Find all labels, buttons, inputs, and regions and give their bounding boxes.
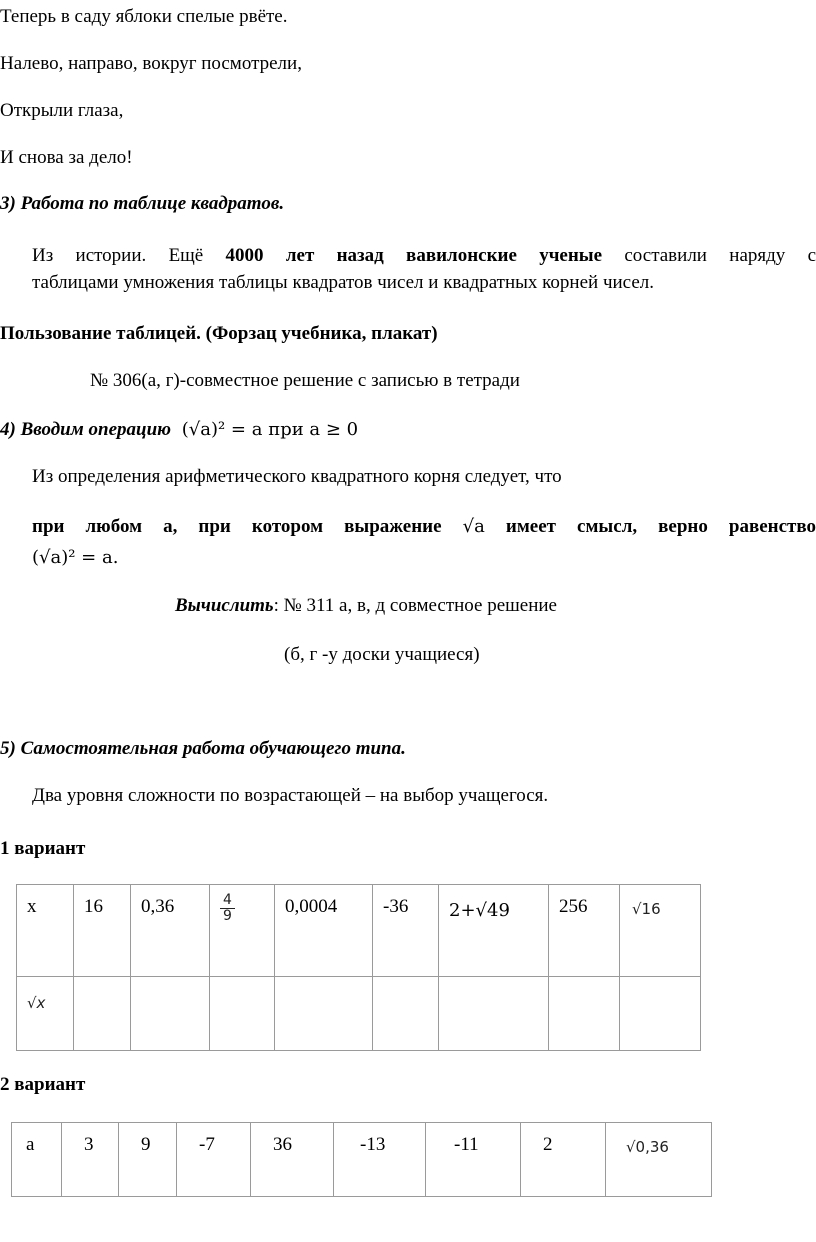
rule-text-b: имеет смысл, верно равенство (505, 516, 816, 537)
section4-heading: 4) Вводим операцию (0, 419, 171, 440)
variant1-value: √16 (632, 900, 661, 918)
variant1-cell (74, 885, 131, 977)
variant1-cell (131, 885, 210, 977)
rule-sqrt: √a (462, 516, 485, 537)
task-306: № 306(а, г)-совместное решение с записью в тетради (90, 370, 520, 391)
variant1-cell (549, 885, 620, 977)
section4-heading-line (0, 418, 358, 442)
variant2-cell (119, 1123, 177, 1197)
variant2-value: -13 (360, 1134, 386, 1155)
variant1-cell (373, 885, 439, 977)
definition-text: Из определения арифметического квадратного корня следует, что (32, 466, 562, 487)
variant2-table (11, 1122, 712, 1197)
table-usage-heading: Пользование таблицей. (Форзац учебника, плакат) (0, 323, 438, 344)
variant2-value: -7 (199, 1134, 215, 1155)
variant2-header: a (26, 1134, 35, 1155)
variant2-cell (426, 1123, 521, 1197)
variant2-cell (334, 1123, 426, 1197)
variant1-value: 0,36 (141, 896, 175, 917)
variant2-value: 9 (141, 1134, 151, 1155)
rule-formula: (√a)² = a. (32, 547, 119, 568)
fraction-value (210, 885, 274, 927)
variant1-header-cell (17, 885, 74, 977)
variant1-answer-cell[interactable] (549, 977, 620, 1051)
calc-text: : № 311 а, в, д совместное решение (273, 595, 557, 616)
calc-label: Вычислить (175, 595, 274, 616)
rule-line-1 (32, 515, 816, 539)
variant1-value: 256 (559, 896, 588, 917)
poem-line-3: Открыли глаза, (0, 100, 124, 121)
variant1-answer-cell[interactable] (74, 977, 131, 1051)
calc-note: (б, г -у доски учащиеся) (284, 644, 480, 665)
variant2-header-cell (12, 1123, 62, 1197)
variant1-cell (620, 885, 701, 977)
operation-formula: (√a)² = a при a ≥ 0 (181, 419, 359, 440)
variant2-row-values (12, 1123, 712, 1197)
variant1-cell (275, 885, 373, 977)
variant1-cell (210, 885, 275, 977)
variant1-cell (439, 885, 549, 977)
variant1-answer-cell[interactable] (275, 977, 373, 1051)
variant1-value: 2+√49 (449, 900, 510, 921)
variant1-answer-cell[interactable] (131, 977, 210, 1051)
variant1-root-label: √x (27, 994, 46, 1012)
variant2-cell (62, 1123, 119, 1197)
variant2-value: √0,36 (626, 1138, 669, 1156)
variant2-value: -11 (454, 1134, 479, 1155)
variant1-header: x (27, 896, 37, 917)
section5-text: Два уровня сложности по возрастающей – на выбор учащегося. (32, 785, 549, 806)
section5-heading: 5) Самостоятельная работа обучающего типа. (0, 738, 406, 759)
history-highlight: 4000 лет назад вавилонские ученые (225, 245, 603, 266)
calc-line (175, 594, 557, 618)
variant1-value: 0,0004 (285, 896, 338, 917)
variant2-cell (521, 1123, 606, 1197)
variant2-title: 2 вариант (0, 1074, 86, 1095)
variant1-title: 1 вариант (0, 838, 86, 859)
variant1-answer-cell[interactable] (620, 977, 701, 1051)
rule-text-a: при любом а, при котором выражение (32, 516, 442, 537)
variant1-answer-cell[interactable] (373, 977, 439, 1051)
variant2-cell (606, 1123, 712, 1197)
history-intro: Из истории. Ещё (32, 245, 204, 266)
fraction-4-9: $\frac{4}{9}$ (220, 893, 235, 924)
poem-line-4: И снова за дело! (0, 147, 133, 168)
variant1-table (16, 884, 701, 1051)
variant2-cell (251, 1123, 334, 1197)
history-continuation: составили наряду с (624, 245, 816, 266)
variant1-row-values (17, 885, 701, 977)
section3-heading: 3) Работа по таблице квадратов. (0, 193, 285, 214)
variant2-cell (177, 1123, 251, 1197)
variant1-answer-cell[interactable] (439, 977, 549, 1051)
history-line-2: таблицами умножения таблицы квадратов чисел и квадратных корней чисел. (32, 272, 655, 293)
poem-line-1: Теперь в саду яблоки спелые рвёте. (0, 6, 288, 27)
variant1-root-header-cell (17, 977, 74, 1051)
variant1-row-roots (17, 977, 701, 1051)
variant2-value: 3 (84, 1134, 94, 1155)
variant2-value: 36 (273, 1134, 292, 1155)
variant1-value: 16 (84, 896, 103, 917)
variant1-answer-cell[interactable] (210, 977, 275, 1051)
variant2-value: 2 (543, 1134, 553, 1155)
poem-line-2: Налево, направо, вокруг посмотрели, (0, 53, 302, 74)
history-line-1 (32, 244, 816, 268)
variant1-value: -36 (383, 896, 409, 917)
